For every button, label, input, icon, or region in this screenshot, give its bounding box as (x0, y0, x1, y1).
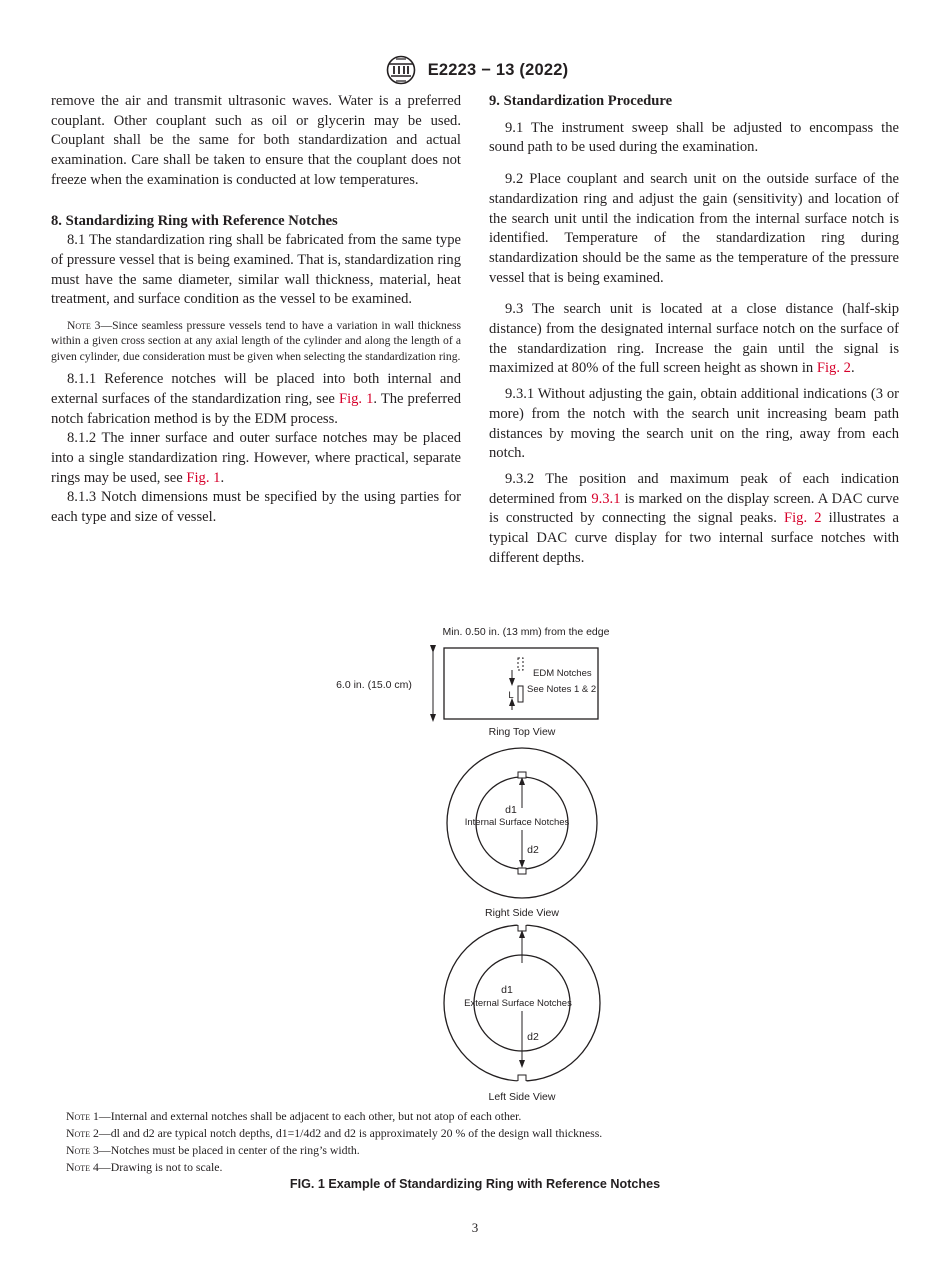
figure-1 (0, 618, 950, 1108)
paragraph-8-1-1 (51, 370, 461, 429)
note-label: Note (66, 1143, 91, 1157)
figure-note-3 (66, 1142, 602, 1159)
paragraph-9-3-1: 9.3.1 Without adjusting the gain, obtain additional indications (3 or more) from the notch with the search unit increasing beam path distances by moving the search unit on the ring, away from each notch. (489, 386, 899, 462)
external-notches-label: External Surface Notches (464, 998, 572, 1009)
fig-2-link[interactable]: Fig. 2 (816, 360, 851, 377)
section-9-heading: 9. Standardization Procedure (489, 93, 673, 109)
external-notch-top (518, 924, 526, 931)
fig-2-link[interactable]: Fig. 2 (784, 510, 822, 527)
right-view-label: Right Side View (485, 907, 559, 919)
text: . (220, 469, 225, 486)
text: 8.1.1 Reference notches will be placed into both internal and external surfaces of the standardization ring, see (51, 371, 461, 407)
page-header (0, 55, 950, 85)
page-number: 3 (471, 1220, 479, 1235)
text: 9.3 The search unit is located at a close distance (half-skip distance) from the designated internal surface notch on the surface of the standardization ring. Increase the gain until the signal is maximized at 80% of the full screen height as shown in (489, 301, 899, 377)
text: . (850, 360, 855, 377)
figure-note-4 (66, 1159, 602, 1176)
top-view-label: Ring Top View (488, 726, 556, 738)
note-text: 2—dl and d2 are typical notch depths, d1=1/4d2 and d2 is approximately 20 % of the design wall thickness. (90, 1126, 603, 1140)
internal-notch-top (518, 772, 526, 778)
paragraph-8-1-3: 8.1.3 Notch dimensions must be specified by the using parties for each type and size of vessel. (51, 489, 461, 526)
paragraph-9-2: 9.2 Place couplant and search unit on the outside surface of the standardization ring and adjust the gain (sensitivity) and location of the search unit until the indication from the internal surface notch is identified. Temperature of the standardization ring during standardization should be the same as the temperature of the pressure vessel that is being examined. (489, 171, 899, 286)
note-label: Note (67, 319, 91, 333)
note-text: 4—Drawing is not to scale. (90, 1160, 223, 1174)
note-3 (51, 318, 461, 364)
note-label: Note (66, 1109, 91, 1123)
edm-notches-label: EDM Notches (533, 668, 592, 679)
internal-notches-label: Internal Surface Notches (464, 817, 570, 828)
text: illustrates a typical DAC curve display for two internal surface notches with different depths. (489, 510, 899, 566)
fig-1-link[interactable]: Fig. 1 (186, 469, 221, 486)
paragraph-8-1: 8.1 The standardization ring shall be fabricated from the same type of pressure vessel that is being examined. That is, standardization ring must have the same diameter, similar wall thickness, material, heat treatment, and surface condition as the vessel to be examined. (51, 232, 461, 308)
text: 9.3.2 The position and maximum peak of each indication determined from (489, 470, 899, 507)
section-9-3-1-link[interactable]: 9.3.1 (591, 490, 621, 507)
l-label: L (508, 690, 514, 701)
paragraph-8-1-2 (51, 429, 461, 488)
left-view-label: Left Side View (488, 1091, 556, 1103)
section-8-heading: 8. Standardizing Ring with Reference Notches (51, 212, 338, 229)
fig-1-link[interactable]: Fig. 1 (338, 390, 374, 407)
ring-diagram (0, 618, 950, 1108)
text: . The preferred notch fabrication method is by the EDM process. (51, 390, 462, 427)
text: is marked on the display screen. A DAC curve is constructed by connecting the signal peaks. (489, 490, 899, 527)
edm-notch-dashed (518, 658, 523, 670)
figure-caption: FIG. 1 Example of Standardizing Ring with Reference Notches (289, 1177, 661, 1191)
edge-label: Min. 0.50 in. (13 mm) from the edge (442, 626, 610, 638)
external-notch-bottom (518, 1075, 526, 1082)
figure-note-1 (66, 1108, 602, 1125)
d1-label: d1 (505, 804, 517, 816)
internal-notch-bottom (518, 868, 526, 874)
right-column (489, 92, 899, 568)
standard-code: E2223 − 13 (2022) (427, 60, 569, 79)
see-notes-label: See Notes 1 & 2 (527, 684, 597, 695)
paragraph-9-3 (489, 300, 899, 379)
note-label: Note (66, 1160, 91, 1174)
height-label: 6.0 in. (15.0 cm) (336, 679, 412, 691)
paragraph-9-1: 9.1 The instrument sweep shall be adjusted to encompass the sound path to be used during the examination. (489, 119, 899, 156)
figure-notes (66, 1108, 602, 1176)
d2-label: d2 (527, 1031, 539, 1043)
d2-label: d2 (527, 844, 539, 856)
note-label: Note (66, 1126, 91, 1140)
note-text: 1—Internal and external notches shall be adjacent to each other, but not atop of each other. (90, 1109, 522, 1123)
note-text: 3—Notches must be placed in center of the ring’s width. (90, 1143, 360, 1157)
paragraph-continued: remove the air and transmit ultrasonic waves. Water is a preferred couplant. Other couplant such as oil or glycerin may be used. Couplant shall be the same for both standardization and actual examination. Care shall be taken to ensure that the couplant does not freeze when the examination is conducted at low temperatures. (51, 93, 461, 188)
note-text: 3—Since seamless pressure vessels tend to have a variation in wall thickness within a given cross section at any axial length of the cylinder and along the length of a given cylinder, due consideration must be given when selecting the standardization ring. (51, 319, 461, 363)
d1-label: d1 (501, 984, 513, 996)
astm-logo-icon (382, 55, 420, 85)
text: 8.1.2 The inner surface and outer surface notches may be placed into a single standardization ring. However, where practical, separate rings may be used, see (51, 430, 461, 486)
figure-note-2 (66, 1125, 602, 1142)
edm-notch (518, 686, 523, 702)
left-column (51, 92, 461, 528)
paragraph-9-3-2 (489, 470, 899, 569)
